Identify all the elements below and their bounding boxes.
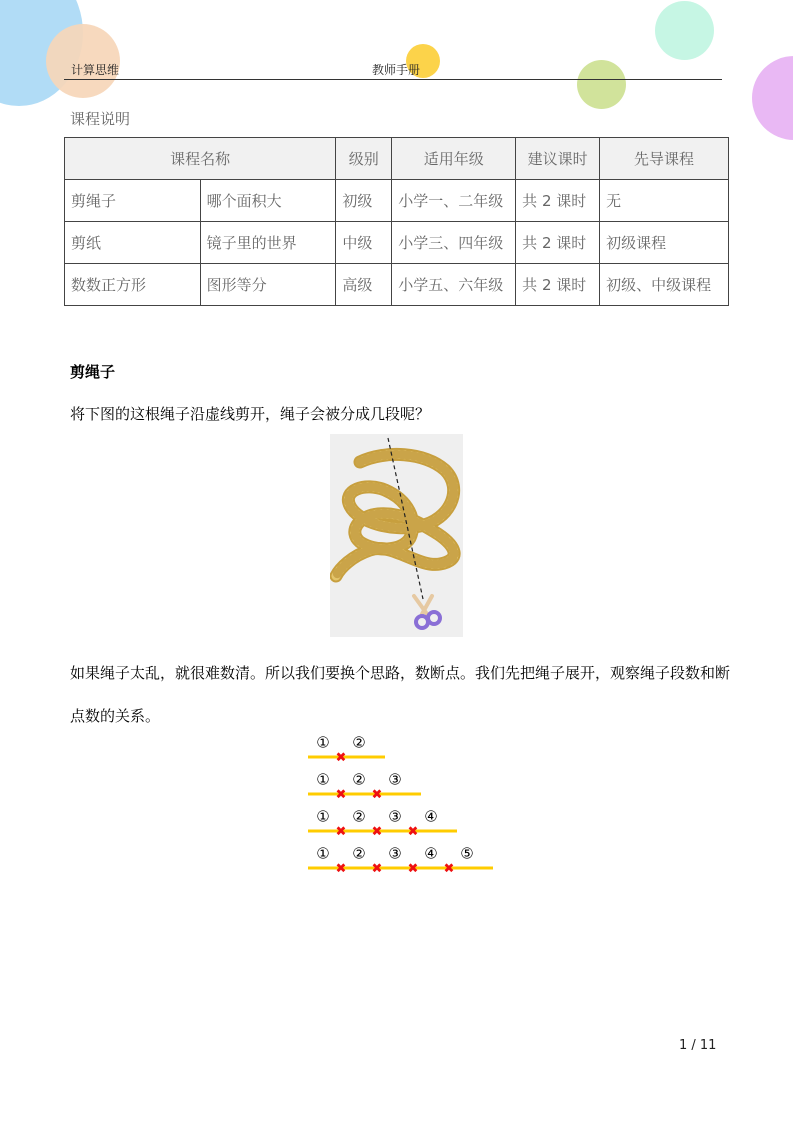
cell-hours: 共 2 课时 — [516, 222, 600, 264]
header-hours: 建议课时 — [516, 138, 600, 180]
cut-mark-icon: ✖ — [335, 861, 347, 877]
segment-label: ③ — [388, 807, 402, 826]
table-row — [65, 264, 729, 306]
course-table — [64, 137, 729, 306]
section-title: 剪绳子 — [70, 363, 116, 381]
header-level: 级别 — [336, 138, 392, 180]
rope-segments-diagram — [300, 727, 500, 887]
cell-course-name: 剪纸 — [65, 222, 201, 264]
segment-label: ② — [352, 844, 366, 863]
segment-row — [308, 808, 457, 840]
table-row — [65, 180, 729, 222]
scissors-icon — [414, 596, 440, 628]
segment-label: ③ — [388, 844, 402, 863]
segment-row — [308, 734, 385, 766]
tangled-rope-illustration — [330, 434, 463, 637]
cell-grade: 小学五、六年级 — [392, 264, 516, 306]
header-course-name: 课程名称 — [65, 138, 336, 180]
question-text: 将下图的这根绳子沿虚线剪开，绳子会被分成几段呢？ — [70, 405, 431, 423]
cell-level: 初级 — [336, 180, 392, 222]
cut-mark-icon: ✖ — [335, 750, 347, 766]
table-row — [65, 222, 729, 264]
cell-hours: 共 2 课时 — [516, 180, 600, 222]
cut-mark-icon: ✖ — [371, 861, 383, 877]
header-title-left: 计算思维 — [71, 63, 120, 77]
cell-grade: 小学三、四年级 — [392, 222, 516, 264]
page-number: 1 / 11 — [679, 1038, 717, 1053]
decorative-bubble-green — [577, 60, 626, 109]
cell-prereq: 初级课程 — [600, 222, 729, 264]
segment-label: ④ — [424, 844, 438, 863]
decorative-bubble-mint — [655, 1, 714, 60]
segment-label: ② — [352, 733, 366, 752]
segment-label: ③ — [388, 770, 402, 789]
cut-mark-icon: ✖ — [443, 861, 455, 877]
course-description-caption: 课程说明 — [70, 110, 131, 128]
segment-label: ② — [352, 770, 366, 789]
cell-course-sub: 镜子里的世界 — [200, 222, 336, 264]
rope-icon — [330, 434, 463, 637]
table-header-row — [65, 138, 729, 180]
cut-mark-icon: ✖ — [371, 787, 383, 803]
cut-mark-icon: ✖ — [407, 861, 419, 877]
cell-course-name: 剪绳子 — [65, 180, 201, 222]
cut-mark-icon: ✖ — [407, 824, 419, 840]
segment-row — [308, 845, 493, 877]
cell-prereq: 无 — [600, 180, 729, 222]
cell-grade: 小学一、二年级 — [392, 180, 516, 222]
segment-label: ① — [316, 844, 330, 863]
header-prereq: 先导课程 — [600, 138, 729, 180]
cell-level: 高级 — [336, 264, 392, 306]
cut-mark-icon: ✖ — [335, 824, 347, 840]
cell-course-sub: 哪个面积大 — [200, 180, 336, 222]
cut-mark-icon: ✖ — [371, 824, 383, 840]
segment-row — [308, 771, 421, 803]
cell-level: 中级 — [336, 222, 392, 264]
cell-course-sub: 图形等分 — [200, 264, 336, 306]
segment-label: ④ — [424, 807, 438, 826]
decorative-bubble-violet — [752, 56, 793, 140]
explanation-paragraph: 如果绳子太乱，就很难数清。所以我们要换个思路，数断点。我们先把绳子展开，观察绳子段数和断点数的关系。 — [70, 664, 731, 725]
header-grade: 适用年级 — [392, 138, 516, 180]
cell-prereq: 初级、中级课程 — [600, 264, 729, 306]
segment-label: ⑤ — [460, 844, 474, 863]
segment-label: ① — [316, 770, 330, 789]
segment-label: ② — [352, 807, 366, 826]
segment-label: ① — [316, 807, 330, 826]
segment-label: ① — [316, 733, 330, 752]
header-title-center: 教师手册 — [372, 63, 421, 77]
cell-hours: 共 2 课时 — [516, 264, 600, 306]
cut-mark-icon: ✖ — [335, 787, 347, 803]
cell-course-name: 数数正方形 — [65, 264, 201, 306]
header-divider — [64, 79, 722, 80]
